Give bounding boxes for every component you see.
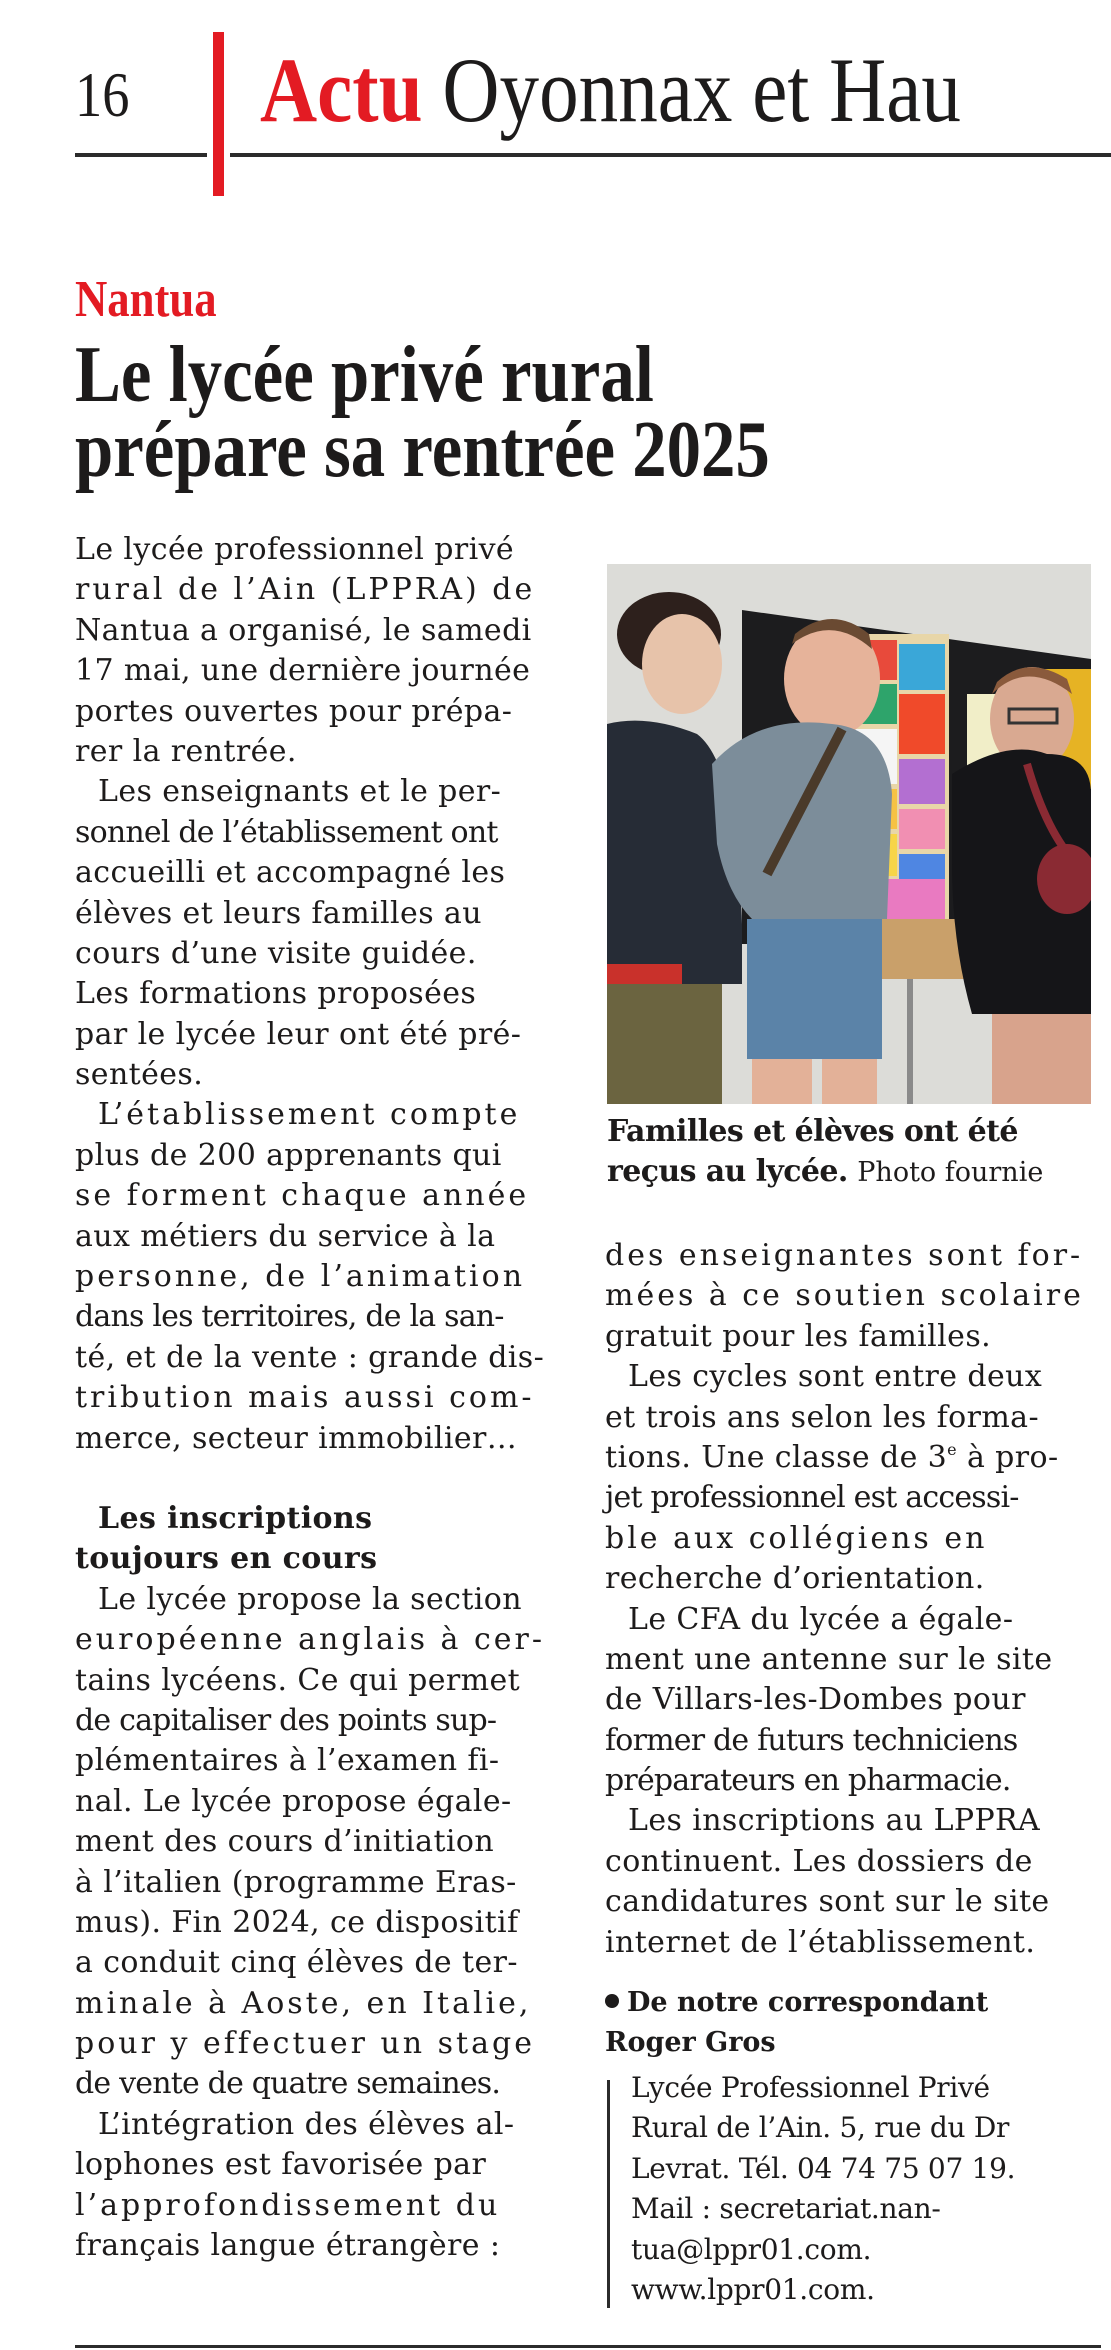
- body-line: lophones est favorisée par: [75, 2147, 487, 2183]
- body-line: recherche d’orientation.: [605, 1561, 985, 1597]
- body-line: ment une antenne sur le site: [605, 1641, 1053, 1677]
- body-line: candidatures sont sur le site: [605, 1884, 1050, 1920]
- body-line: rural de l’Ain (LPPRA) de: [75, 572, 536, 608]
- body-line: Le lycée propose la section: [98, 1581, 522, 1617]
- body-line: té, et de la vente : grande dis-: [75, 1339, 545, 1375]
- body-line: a conduit cinq élèves de ter-: [75, 1945, 518, 1981]
- photo-image: [607, 564, 1091, 1104]
- article-headline: [75, 331, 935, 494]
- subheading: [75, 1499, 565, 1580]
- body-line: aux métiers du service à la: [75, 1218, 496, 1254]
- caption-text: Familles et élèves ont été: [607, 1114, 1018, 1149]
- body-line: sonnel de l’établissement ont: [75, 814, 498, 850]
- body-line: européenne anglais à cer-: [75, 1622, 545, 1658]
- body-line: former de futurs techniciens: [605, 1722, 1018, 1758]
- body-paragraphs: [75, 1580, 565, 2267]
- byline: [605, 1983, 988, 2063]
- left-column: [75, 530, 565, 2266]
- body-line: Le lycée professionnel privé: [75, 532, 515, 567]
- body-line: de capitaliser des points sup-: [75, 1702, 497, 1738]
- body-line: préparateurs en pharmacie.: [605, 1763, 1011, 1799]
- author-name: Roger Gros: [605, 2027, 776, 2058]
- body-line: internet de l’établissement.: [605, 1924, 1036, 1960]
- body-line: Nantua a organisé, le samedi: [75, 612, 532, 648]
- header-rule-left: [75, 153, 207, 157]
- body-line: tribution mais aussi com-: [75, 1380, 535, 1416]
- region-label: Oyonnax et Hau: [442, 39, 961, 141]
- info-email[interactable]: Mail : secretariat.nan-: [631, 2192, 941, 2226]
- contact-info: [631, 2068, 1015, 2310]
- subheading-line: Les inscriptions: [98, 1500, 373, 1536]
- body-line: pour y effectuer un stage: [75, 2026, 535, 2062]
- body-line: nal. Le lycée propose égale-: [75, 1783, 512, 1819]
- info-email[interactable]: tua@lppr01.com.: [631, 2232, 872, 2266]
- body-line: jet professionnel est accessi-: [605, 1480, 1019, 1516]
- body-line: Les formations proposées: [75, 976, 477, 1012]
- body-line: plus de 200 apprenants qui: [75, 1137, 502, 1173]
- body-line: par le lycée leur ont été pré-: [75, 1016, 522, 1052]
- section-gap: [75, 1459, 565, 1499]
- body-line: sentées.: [75, 1057, 204, 1093]
- body-line: l’approfondissement du: [75, 2187, 501, 2223]
- body-line: merce, secteur immobilier…: [75, 1420, 518, 1456]
- body-line: dans les territoires, de la san-: [75, 1299, 504, 1335]
- headline-line: prépare sa rentrée 2025: [75, 406, 770, 494]
- byline-label: De notre correspondant: [627, 1987, 989, 2018]
- body-line: ble aux collégiens en: [605, 1520, 988, 1556]
- body-line: et trois ans selon les forma-: [605, 1399, 1039, 1435]
- body-line: Les cycles sont entre deux: [628, 1359, 1043, 1395]
- body-line: L’intégration des élèves al-: [98, 2106, 515, 2142]
- body-line: mus). Fin 2024, ce dispositif: [75, 1904, 519, 1940]
- info-line: Lycée Professionnel Privé: [631, 2071, 990, 2104]
- body-line: 17 mai, une dernière journée: [75, 653, 531, 689]
- body-line: cours d’une visite guidée.: [75, 935, 477, 971]
- section-divider-bar: [213, 32, 224, 196]
- body-line: L’établissement compte: [98, 1097, 521, 1133]
- body-line: accueilli et accompagné les: [75, 855, 506, 891]
- subheading-line: toujours en cours: [75, 1541, 378, 1577]
- body-line: tains lycéens. Ce qui permet: [75, 1662, 521, 1698]
- body-line: français langue étrangère :: [75, 2228, 501, 2264]
- body-line: Les inscriptions au LPPRA: [628, 1803, 1041, 1839]
- right-column: [605, 1236, 1095, 1963]
- info-line: Levrat. Tél. 04 74 75 07 19.: [631, 2151, 1016, 2185]
- article-photo: [607, 564, 1091, 1104]
- section-rubric: [260, 40, 961, 140]
- body-paragraphs: [605, 1236, 1095, 1963]
- body-line: ment des cours d’initiation: [75, 1824, 495, 1860]
- article-kicker: Nantua: [75, 271, 217, 328]
- body-line: personne, de l’animation: [75, 1259, 526, 1295]
- bottom-rule: [75, 2345, 1101, 2348]
- section-label: Actu: [260, 39, 423, 141]
- body-line: continuent. Les dossiers de: [605, 1843, 1033, 1879]
- body-line: des enseignantes sont for-: [605, 1238, 1084, 1273]
- body-line: à l’italien (programme Eras-: [75, 1864, 517, 1900]
- body-line: mées à ce soutien scolaire: [605, 1278, 1084, 1314]
- body-line: de vente de quatre semaines.: [75, 2066, 501, 2102]
- body-line: tions. Une classe de 3e à pro-: [605, 1439, 1059, 1475]
- body-line: Les enseignants et le per-: [98, 774, 502, 810]
- page-number: 16: [75, 59, 130, 130]
- info-website[interactable]: www.lppr01.com.: [631, 2273, 875, 2307]
- header-rule-right: [230, 153, 1111, 157]
- body-paragraphs: [75, 530, 565, 1459]
- body-line: Le CFA du lycée a égale-: [628, 1601, 1014, 1637]
- photo-caption: [607, 1112, 1097, 1193]
- caption-text: reçus au lycée.: [607, 1154, 848, 1189]
- body-line: portes ouvertes pour prépa-: [75, 693, 513, 729]
- body-line: rer la rentrée.: [75, 733, 297, 769]
- info-line: Rural de l’Ain. 5, rue du Dr: [631, 2111, 1010, 2145]
- headline-line: Le lycée privé rural: [75, 331, 654, 419]
- bullet-icon: [605, 1994, 619, 2008]
- info-box-bar: [607, 2080, 610, 2308]
- photo-credit: Photo fournie: [857, 1157, 1044, 1188]
- body-line: élèves et leurs familles au: [75, 895, 482, 931]
- body-line: plémentaires à l’examen fi-: [75, 1743, 500, 1779]
- body-line: minale à Aoste, en Italie,: [75, 1985, 532, 2021]
- body-line: de Villars-les-Dombes pour: [605, 1682, 1026, 1718]
- body-line: se forment chaque année: [75, 1178, 530, 1214]
- body-line: gratuit pour les familles.: [605, 1318, 992, 1354]
